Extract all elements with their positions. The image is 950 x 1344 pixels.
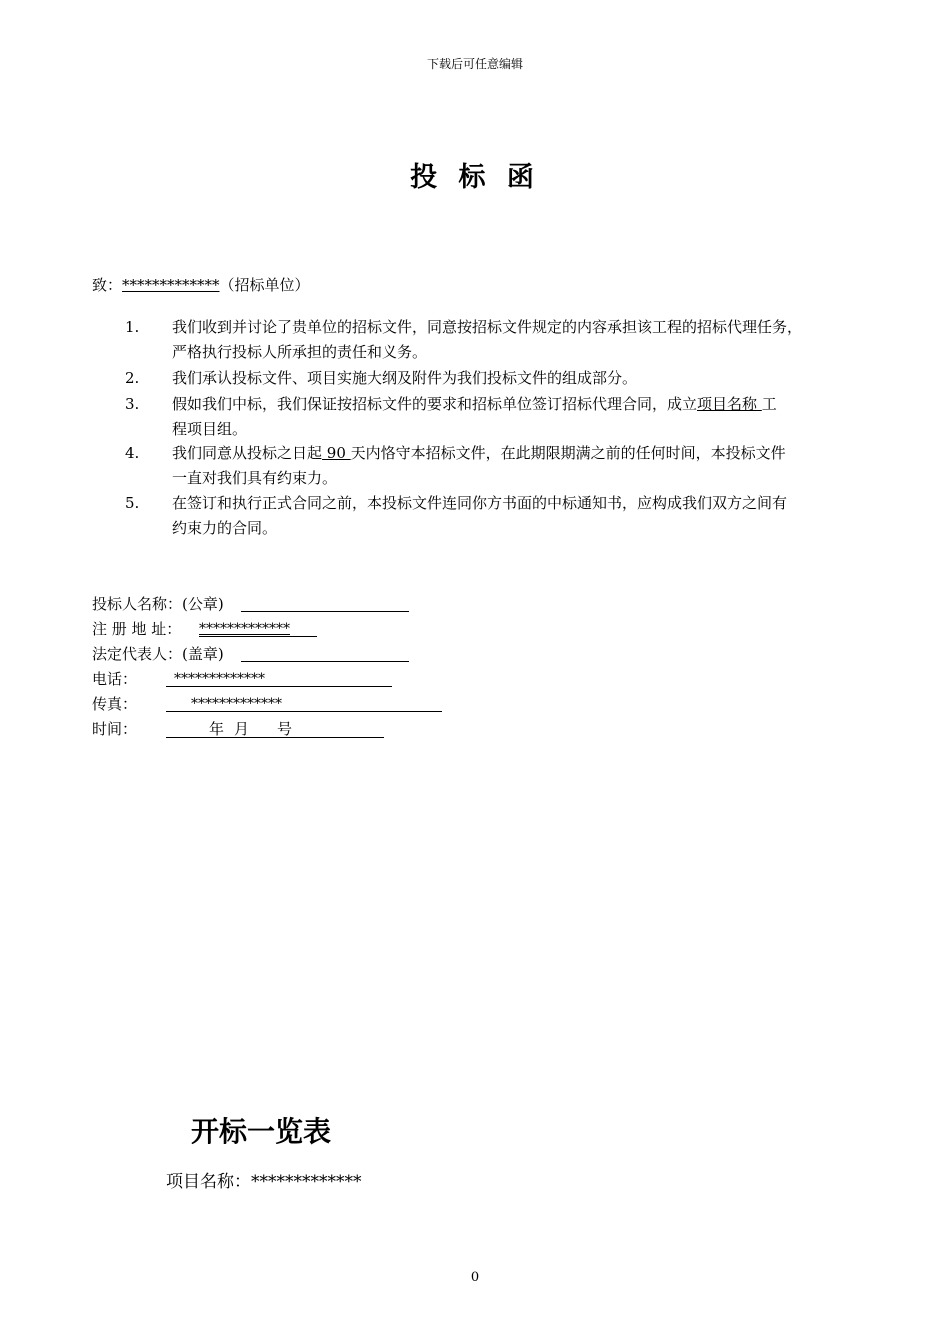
item-line: 我们承认投标文件、项目实施大纲及附件为我们投标文件的组成部分。 — [172, 369, 638, 387]
item-line: 我们同意从投标之日起 90 天内恪守本招标文件，在此期限期满之前的任何时间，本投标文件 — [172, 444, 786, 462]
phone-value: ************* — [174, 671, 265, 687]
address-label: 注 册 地 址： — [92, 620, 182, 638]
date-day: 号 — [277, 720, 293, 738]
item-number: 2. — [125, 369, 140, 387]
bidder-name-line[interactable] — [241, 611, 409, 612]
date-label: 时间： — [92, 720, 138, 738]
item-number: 3. — [125, 395, 140, 413]
item-number: 1. — [125, 318, 140, 336]
salutation-suffix: （招标单位） — [219, 276, 310, 294]
phone-line — [166, 686, 392, 687]
item-number: 5. — [125, 494, 140, 512]
project-name-value: ************* — [251, 1172, 362, 1192]
item-line: 我们收到并讨论了贵单位的招标文件，同意按招标文件规定的内容承担该工程的招标代理任务， — [172, 318, 803, 336]
date-month: 月 — [234, 720, 250, 738]
fax-line — [166, 711, 442, 712]
date-year: 年 — [209, 720, 225, 738]
phone-label: 电话： — [92, 670, 138, 688]
bidder-name-label: 投标人名称：(公章) — [92, 595, 224, 613]
project-name-label: 项目名称： — [166, 1172, 251, 1192]
salutation — [92, 273, 310, 298]
legal-rep-line[interactable] — [241, 661, 409, 662]
letter-title: 投 标 函 — [410, 162, 540, 193]
item-number: 4. — [125, 444, 140, 462]
item-line: 严格执行投标人所承担的责任和义务。 — [172, 343, 428, 361]
fax-value: ************* — [191, 696, 282, 712]
fax-label: 传真： — [92, 695, 138, 713]
page-header: 下载后可任意编辑 — [426, 57, 523, 71]
page-number: 0 — [470, 1270, 480, 1285]
project-name-row — [166, 1167, 362, 1192]
validity-days-field: 90 — [322, 444, 351, 462]
salutation-prefix: 致： — [92, 276, 123, 294]
date-line — [166, 737, 384, 738]
item-line: 程项目组。 — [172, 420, 248, 438]
section-title: 开标一览表 — [191, 1115, 332, 1148]
address-line — [199, 636, 317, 637]
item-line: 在签订和执行正式合同之前，本投标文件连同你方书面的中标通知书，应构成我们双方之间有 — [172, 494, 788, 512]
legal-rep-label: 法定代表人：(盖章) — [92, 645, 224, 663]
project-name-field: 项目名称 — [697, 395, 762, 413]
address-value: ************* — [199, 621, 290, 637]
item-line: 一直对我们具有约束力。 — [172, 469, 338, 487]
item-line: 约束力的合同。 — [172, 519, 278, 537]
item-line: 假如我们中标，我们保证按招标文件的要求和招标单位签订招标代理合同，成立项目名称 工 — [172, 395, 777, 413]
recipient-placeholder: ************* — [122, 276, 220, 294]
